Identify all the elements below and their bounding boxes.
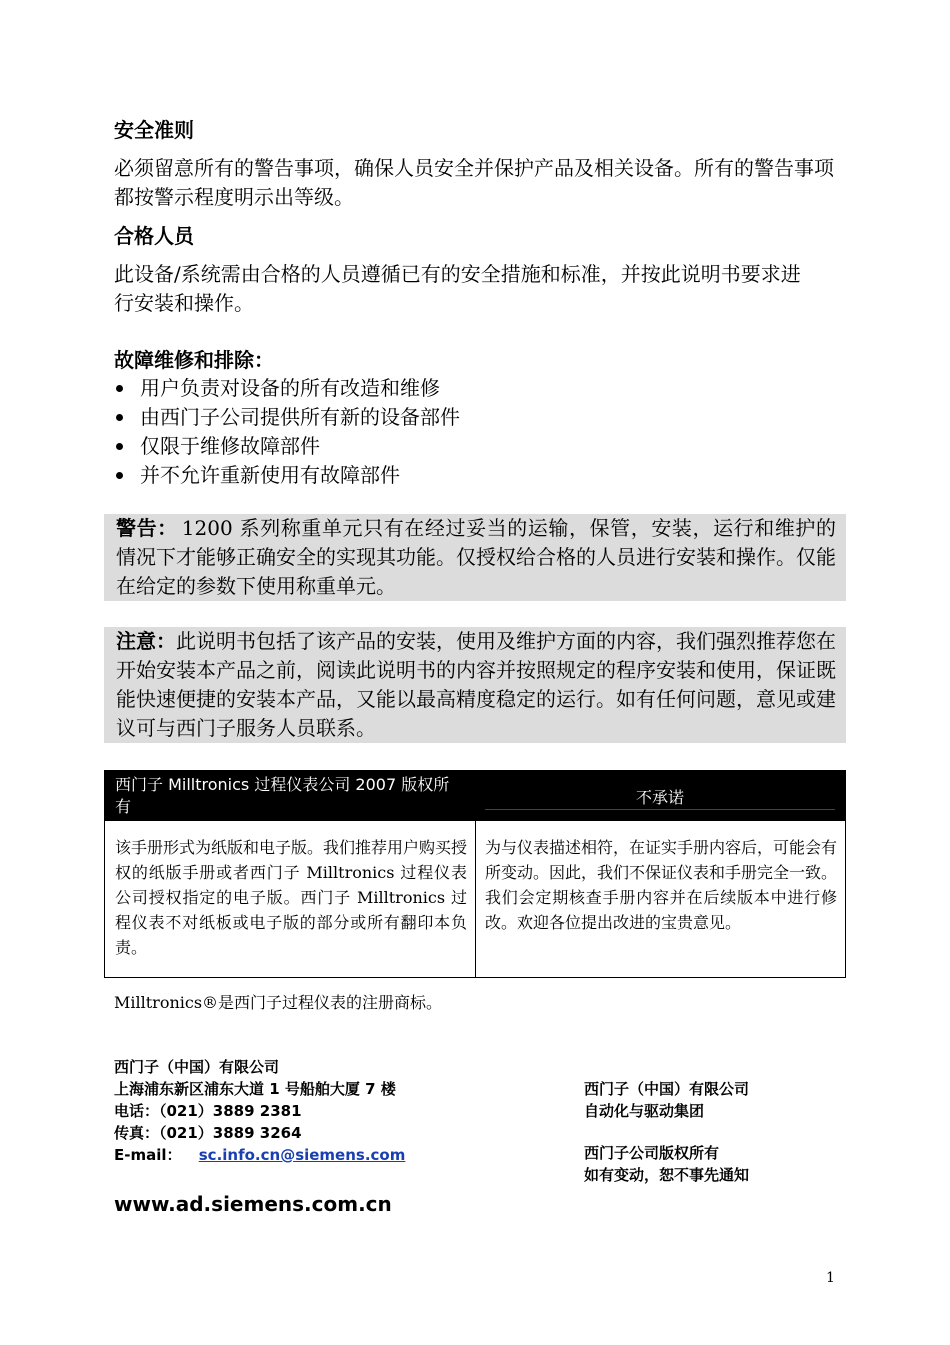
bullet-icon bbox=[116, 414, 123, 421]
copyright-body-left: 该手册形式为纸版和电子版。我们推荐用户购买授权的纸版手册或者西门子 Milltronics 过程仪表公司授权指定的电子版。西门子 Milltronics 过程仪表不对纸板或电子版的部分或所有翻印本负责。 bbox=[115, 838, 468, 957]
repair-list bbox=[114, 374, 814, 490]
qualified-text: 此设备/系统需由合格的人员遵循已有的安全措施和标准，并按此说明书要求进行安装和操作。 bbox=[114, 262, 801, 315]
header-rule bbox=[485, 809, 835, 810]
page-number: 1 bbox=[826, 1270, 835, 1286]
contact-right-company: 西门子（中国）有限公司 bbox=[584, 1080, 750, 1098]
list-item: 由西门子公司提供所有新的设备部件 bbox=[114, 403, 814, 432]
email-label: E-mail： bbox=[114, 1146, 182, 1164]
bullet-icon bbox=[116, 385, 123, 392]
spacer bbox=[584, 1122, 844, 1142]
bullet-icon bbox=[116, 443, 123, 450]
contact-right-division: 自动化与驱动集团 bbox=[584, 1102, 705, 1120]
list-item: 用户负责对设备的所有改造和维修 bbox=[114, 374, 814, 403]
contact-fax: 传真：（021）3889 3264 bbox=[114, 1124, 302, 1142]
contact-company: 西门子（中国）有限公司 bbox=[114, 1058, 280, 1076]
contact-phone: 电话：（021）3889 2381 bbox=[114, 1102, 302, 1120]
notice-box bbox=[104, 627, 846, 743]
copyright-header bbox=[105, 771, 845, 821]
contact-address: 上海浦东新区浦东大道 1 号船舶大厦 7 楼 bbox=[114, 1080, 396, 1098]
copyright-header-right: 不承诺 bbox=[635, 788, 684, 807]
bullet-icon bbox=[116, 472, 123, 479]
contact-right bbox=[584, 1078, 844, 1186]
qualified-title: 合格人员 bbox=[114, 224, 194, 248]
safety-title: 安全准则 bbox=[114, 118, 194, 142]
copyright-table bbox=[104, 770, 846, 978]
list-item: 仅限于维修故障部件 bbox=[114, 432, 814, 461]
contact-right-rights: 西门子公司版权所有 bbox=[584, 1144, 720, 1162]
email-link[interactable]: sc.info.cn@siemens.com bbox=[198, 1146, 406, 1164]
list-item: 并不允许重新使用有故障部件 bbox=[114, 461, 814, 490]
contact-right-notice: 如有变动，恕不事先通知 bbox=[584, 1166, 750, 1184]
notice-label: 注意： bbox=[116, 629, 176, 653]
repair-title: 故障维修和排除： bbox=[114, 348, 274, 372]
copyright-header-left: 西门子 Milltronics 过程仪表公司 2007 版权所有 bbox=[115, 775, 450, 816]
safety-text: 必须留意所有的警告事项，确保人员安全并保护产品及相关设备。所有的警告事项都按警示程度明示出等级。 bbox=[114, 156, 834, 209]
website-link[interactable]: www.ad.siemens.com.cn bbox=[114, 1192, 392, 1216]
contact-left bbox=[114, 1056, 534, 1166]
warning-box bbox=[104, 514, 846, 601]
notice-text: 此说明书包括了该产品的安装，使用及维护方面的内容，我们强烈推荐您在开始安装本产品之前，阅读此说明书的内容并按照规定的程序安装和使用，保证既能快速便捷的安装本产品，又能以最高精度稳定的运行。如有任何问题，意见或建议可与西门子服务人员联系。 bbox=[116, 629, 836, 740]
warning-label: 警告： bbox=[116, 516, 178, 540]
copyright-body-right: 为与仪表描述相符，在证实手册内容后，可能会有所变动。因此，我们不保证仪表和手册完全一致。我们会定期核查手册内容并在后续版本中进行修改。欢迎各位提出改进的宝贵意见。 bbox=[485, 838, 838, 932]
warning-text: 1200 系列称重单元只有在经过妥当的运输，保管，安装，运行和维护的情况下才能够正确安全的实现其功能。仅授权给合格的人员进行安装和操作。仅能在给定的参数下使用称重单元。 bbox=[116, 516, 836, 598]
column-divider bbox=[475, 821, 476, 977]
contact-email-row bbox=[114, 1144, 534, 1166]
trademark-note: Milltronics®是西门子过程仪表的注册商标。 bbox=[114, 993, 443, 1012]
